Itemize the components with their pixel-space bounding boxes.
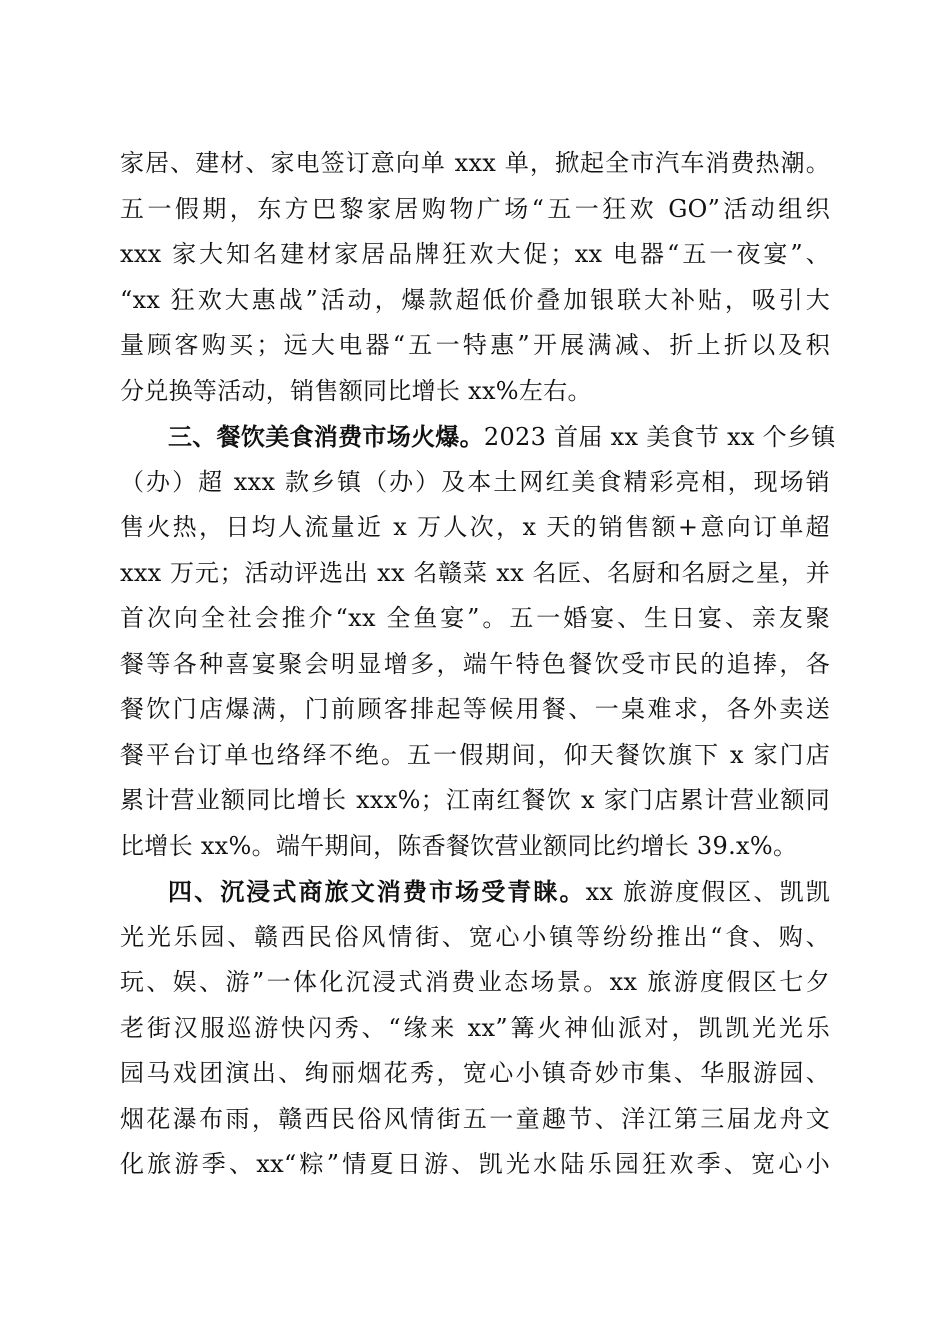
- paragraph-3-line-4: 老街汉服巡游快闪秀、“缘来 xx”篝火神仙派对，凯凯光光乐: [120, 1013, 830, 1042]
- section-heading-3: 三、餐饮美食消费市场火爆。: [168, 422, 484, 451]
- paragraph-2-line-1: [120, 414, 836, 460]
- paragraph-3-line-3: 玩、娱、游”一体化沉浸式消费业态场景。xx 旅游度假区七夕: [120, 968, 830, 996]
- paragraph-1-line-3: xxx 家大知名建材家居品牌狂欢大促；xx 电器“五一夜宴”、: [120, 240, 830, 268]
- paragraph-2-line-1-text: 2023 首届 xx 美食节 xx 个乡镇: [483, 423, 836, 451]
- paragraph-3-line-7: 化旅游季、xx“粽”情夏日游、凯光水陆乐园狂欢季、宽心小: [120, 1150, 830, 1178]
- paragraph-1-line-1: 家居、建材、家电签订意向单 xxx 单，掀起全市汽车消费热潮。: [120, 149, 830, 177]
- paragraph-2-line-10: 比增长 xx%。端午期间，陈香餐饮营业额同比约增长 39.x%。: [120, 831, 798, 860]
- document-body: [120, 141, 836, 1188]
- paragraph-2-line-9: 累计营业额同比增长 xxx%；江南红餐饮 x 家门店累计营业额同: [120, 786, 830, 814]
- paragraph-2-line-6: 餐等各种喜宴聚会明显增多，端午特色餐饮受市民的追捧，各: [120, 649, 830, 678]
- section-heading-4: 四、沉浸式商旅文消费市场受青睐。: [168, 877, 586, 906]
- paragraph-1-line-5: 量顾客购买；远大电器“五一特惠”开展满减、折上折以及积: [120, 331, 830, 359]
- paragraph-3-line-2: 光光乐园、赣西民俗风情街、宽心小镇等纷纷推出“食、购、: [120, 922, 830, 951]
- paragraph-3-line-6: 烟花瀑布雨，赣西民俗风情街五一童趣节、洋江第三届龙舟文: [120, 1104, 830, 1133]
- paragraph-2-line-7: 餐饮门店爆满，门前顾客排起等候用餐、一桌难求，各外卖送: [120, 695, 830, 723]
- paragraph-2-line-5: 首次向全社会推介“xx 全鱼宴”。五一婚宴、生日宴、亲友聚: [120, 604, 830, 632]
- paragraph-3-line-5: 园马戏团演出、绚丽烟花秀，宽心小镇奇妙市集、华服游园、: [120, 1059, 830, 1087]
- paragraph-2-line-3: 售火热，日均人流量近 x 万人次，x 天的销售额+意向订单超: [120, 513, 830, 541]
- paragraph-3-line-1: [120, 869, 830, 915]
- paragraph-2-line-8: 餐平台订单也络绎不绝。五一假期间，仰天餐饮旗下 x 家门店: [120, 740, 830, 769]
- paragraph-1-line-2: 五一假期，东方巴黎家居购物广场“五一狂欢 GO”活动组织: [120, 194, 830, 223]
- paragraph-1-line-4: “xx 狂欢大惠战”活动，爆款超低价叠加银联大补贴，吸引大: [120, 285, 830, 314]
- paragraph-2-line-2: （办）超 xxx 款乡镇（办）及本土网红美食精彩亮相，现场销: [120, 467, 830, 496]
- paragraph-3-line-1-text: xx 旅游度假区、凯凯: [585, 878, 830, 906]
- paragraph-2-line-4: xxx 万元；活动评选出 xx 名赣菜 xx 名匠、名厨和名厨之星，并: [120, 558, 830, 587]
- paragraph-1-line-6: 分兑换等活动，销售额同比增长 xx%左右。: [120, 376, 592, 405]
